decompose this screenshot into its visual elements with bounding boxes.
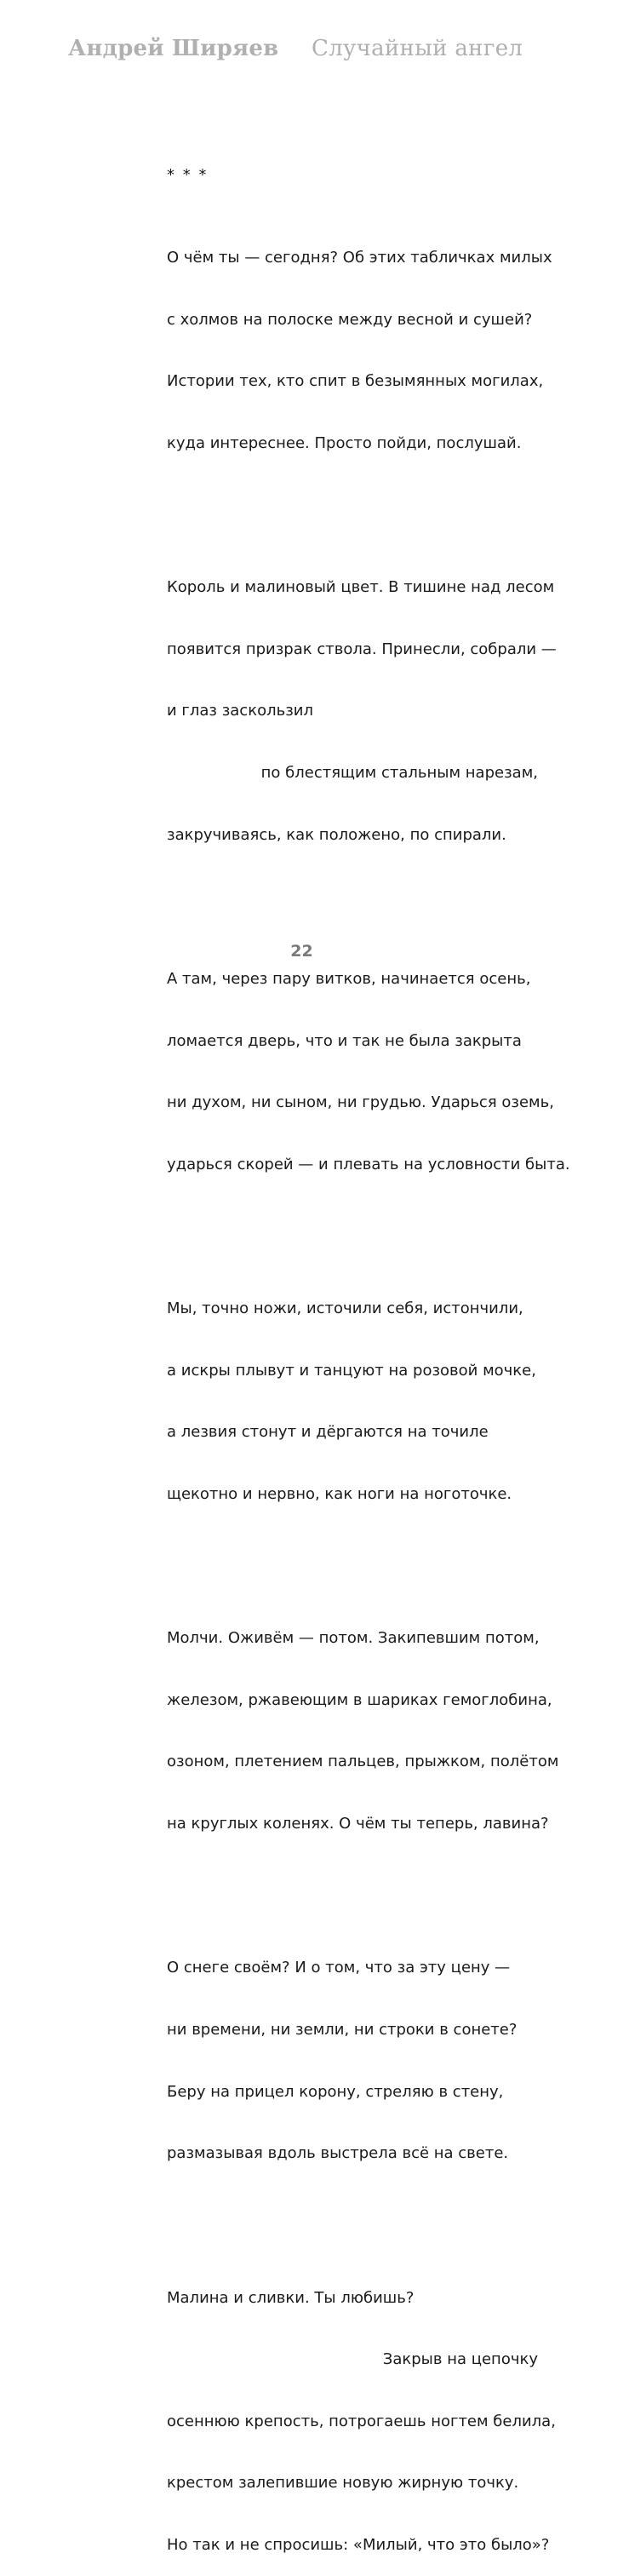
stanza-gap bbox=[167, 886, 558, 907]
poem-line: А там, через пару витков, начинается осень, bbox=[167, 969, 531, 988]
poem-line: железом, ржавеющим в шариках гемоглобина, bbox=[167, 1690, 552, 1709]
stanza-gap bbox=[167, 495, 558, 515]
poem-line: с холмов на полоске между весной и сушей? bbox=[167, 310, 533, 329]
poem-line: размазывая вдоль выстрела всё на свете. bbox=[167, 2144, 509, 2163]
poem-line: Молчи. Оживём — потом. Закипевшим потом, bbox=[167, 1629, 540, 1648]
poem-line: озоном, плетением пальцев, прыжком, полётом bbox=[167, 1753, 559, 1771]
poem-line: О чём ты — сегодня? Об этих табличках милых bbox=[167, 249, 552, 267]
poem-line: закручиваясь, как положено, по спирали. bbox=[167, 825, 506, 844]
poem-line: Малина и сливки. Ты любишь? bbox=[167, 2288, 415, 2307]
header-author: Андрей Ширяев bbox=[68, 36, 279, 61]
running-header bbox=[0, 31, 629, 72]
poem-line: а искры плывут и танцуют на розовой мочке, bbox=[167, 1361, 536, 1380]
poem-line: на круглых коленях. О чём ты теперь, лавина? bbox=[167, 1815, 549, 1833]
poem-line: Король и малиновый цвет. В тишине над лесом bbox=[167, 578, 555, 597]
poem-separator: * * * bbox=[167, 166, 209, 185]
stanza-gap bbox=[167, 1216, 558, 1236]
poem-line: ударься скорей — и плевать на условности быта. bbox=[167, 1155, 570, 1173]
poem-line: а лезвия стонут и дёргаются на точиле bbox=[167, 1423, 489, 1442]
poem-line: ни времени, ни земли, ни строки в сонете? bbox=[167, 2021, 517, 2040]
poem-line: появится призрак ствола. Принесли, собрали — bbox=[167, 640, 557, 658]
poem-line: Мы, точно ножи, источили себя, истончили, bbox=[167, 1299, 523, 1318]
poem-line: Истории тех, кто спит в безымянных могилах, bbox=[167, 372, 544, 391]
poem-line: ни духом, ни сыном, ни грудью. Ударься оземь, bbox=[167, 1093, 554, 1112]
poem-line: осеннюю крепость, потрогаешь ногтем белила, bbox=[167, 2412, 556, 2430]
stanza-gap bbox=[167, 1546, 558, 1567]
poem-line: крестом залепившие новую жирную точку. bbox=[167, 2474, 519, 2493]
poem-line: ломается дверь, что и так не была закрыта bbox=[167, 1031, 522, 1050]
poem-body bbox=[167, 124, 570, 2576]
poem-line: куда интереснее. Просто пойди, послушай. bbox=[167, 433, 522, 452]
page-number: 22 bbox=[290, 942, 313, 961]
poem-line: Но так и не спросишь: «Милый, что это было»? bbox=[167, 2536, 550, 2555]
poem-line: О снеге своём? И о том, что за эту цену — bbox=[167, 1959, 511, 1977]
stanza-gap bbox=[167, 2206, 558, 2226]
stanza-gap bbox=[167, 1876, 558, 1896]
poem-line: и глаз заскользил bbox=[167, 702, 313, 720]
poem-line-indented: Закрыв на цепочку bbox=[382, 2350, 538, 2369]
header-book-title: Случайный ангел bbox=[312, 36, 523, 61]
poem-line: щекотно и нервно, как ноги на ноготочке. bbox=[167, 1484, 512, 1503]
poem-line-indented: по блестящим стальным нарезам, bbox=[260, 763, 538, 782]
poem-line: Беру на прицел корону, стреляю в стену, bbox=[167, 2082, 504, 2101]
